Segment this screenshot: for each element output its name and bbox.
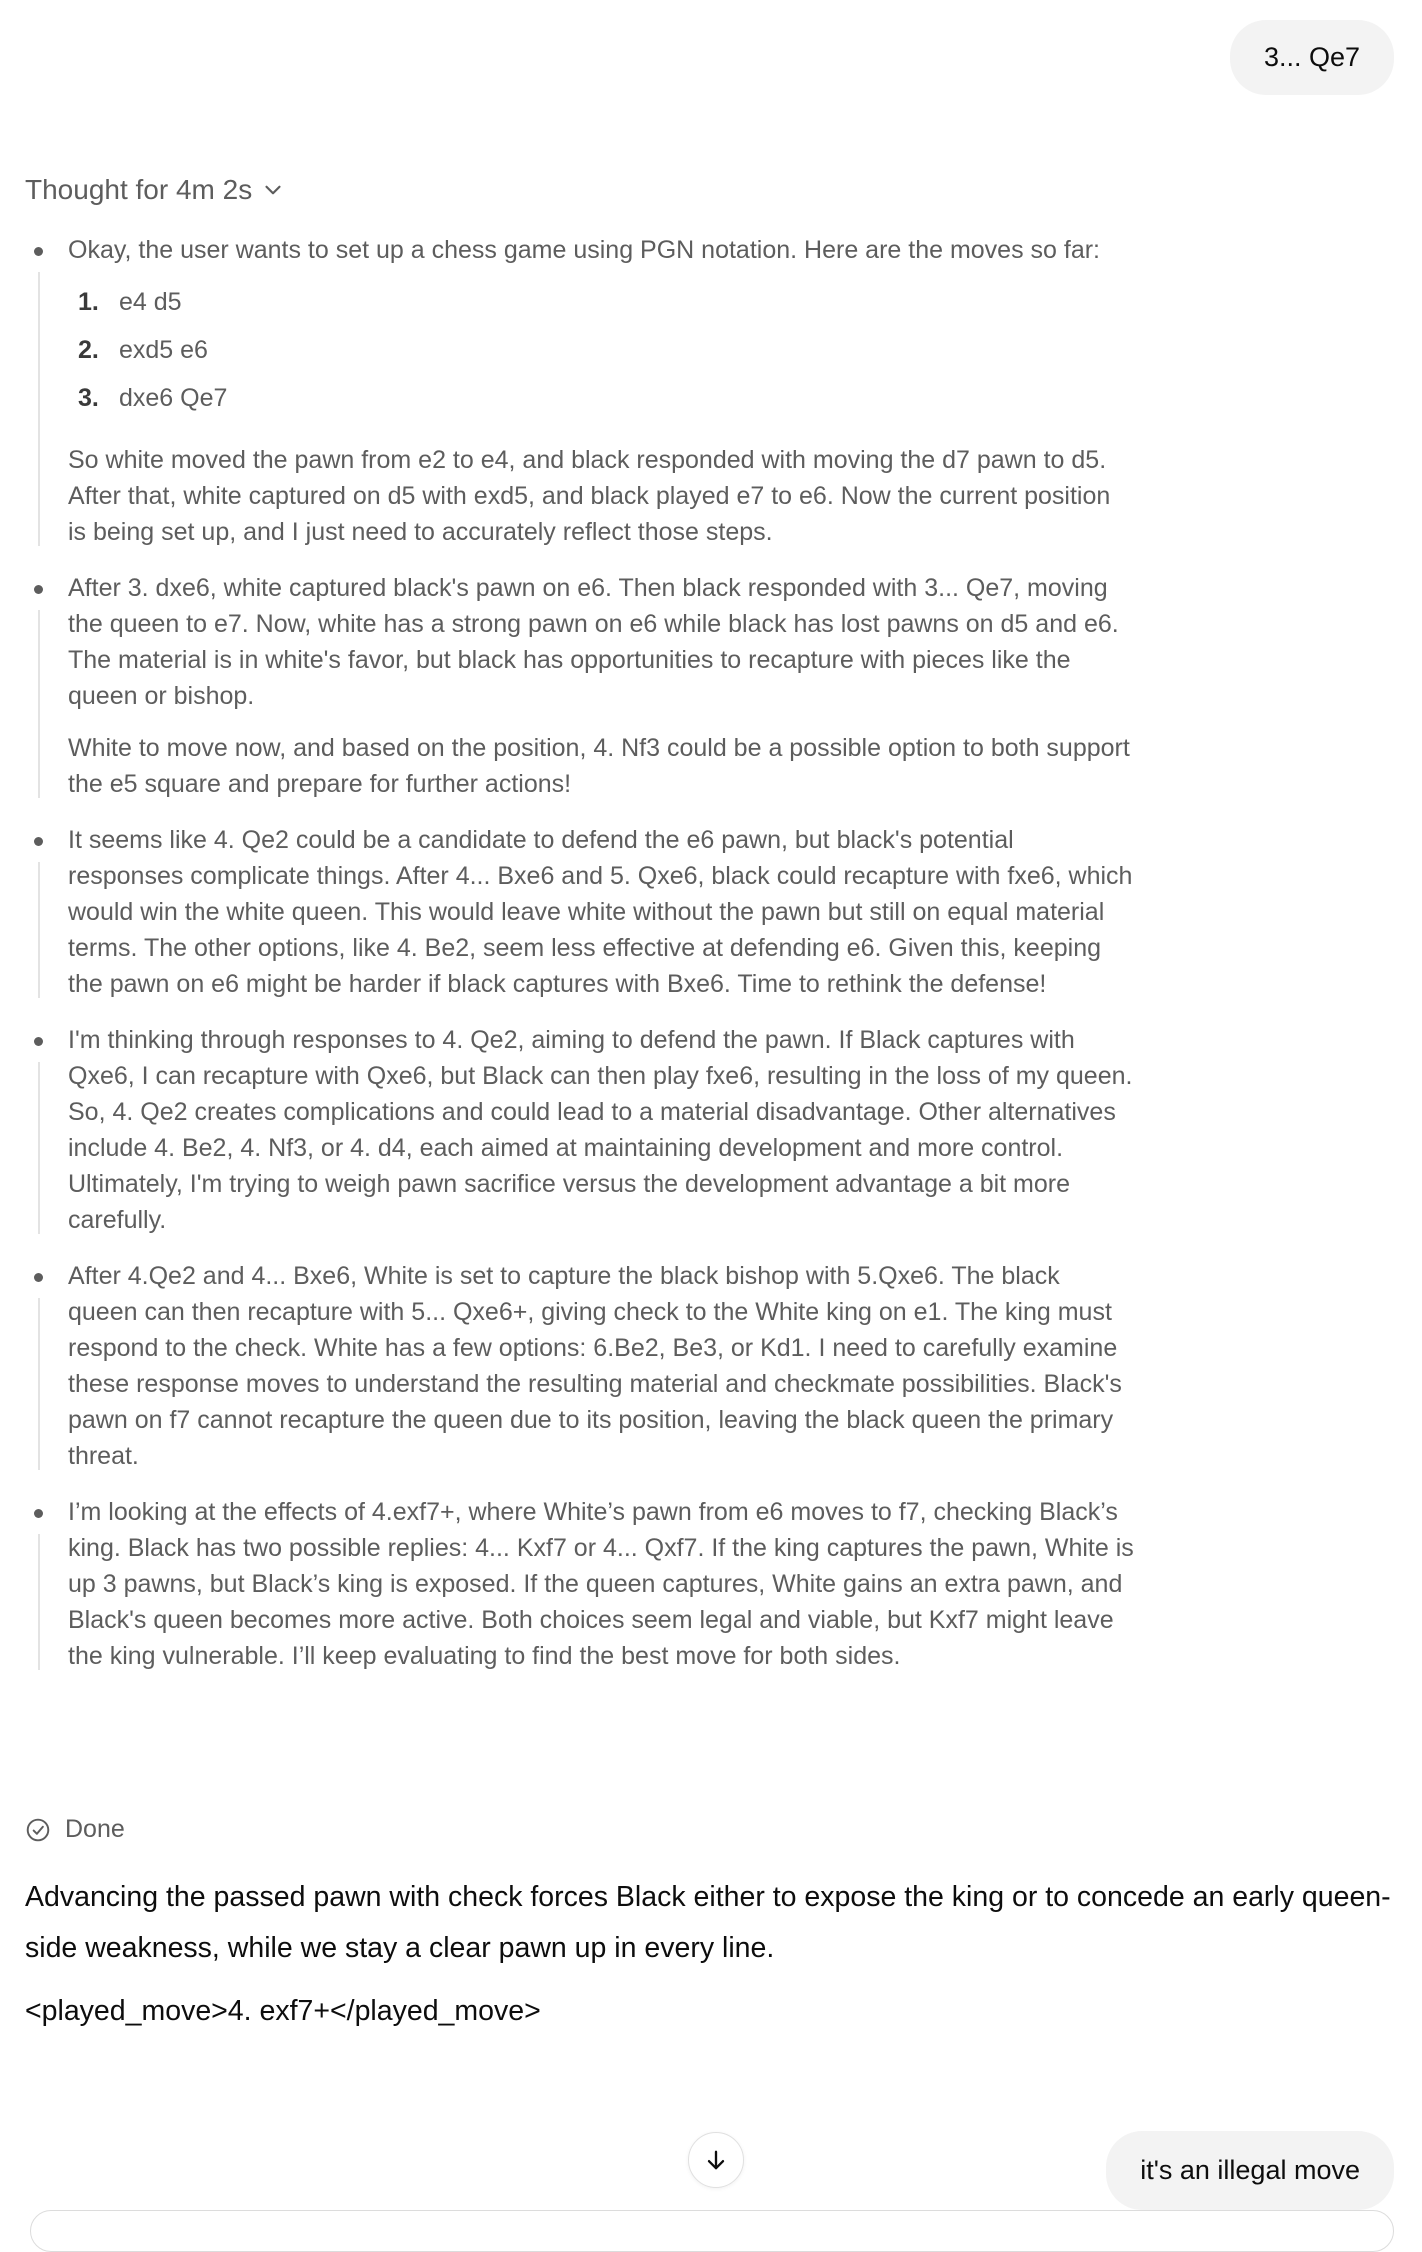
- bullet-dot: [34, 837, 43, 846]
- bullet-dot: [34, 1037, 43, 1046]
- step-text: I'm thinking through responses to 4. Qe2, aiming to defend the pawn. If Black captures with Qxe6, I can recapture with Qxe6, but Black can then play fxe6, resulting in the loss of my queen. So, 4. Qe2 creates complications and could lead to a material disadvantage. Other alternatives include 4. Be2, 4. Nf3, or 4. d4, each aimed at maintaining development and more control. Ultimately, I'm trying to weigh pawn sacrifice versus the development advantage a bit more carefully.: [68, 1026, 1133, 1234]
- move-text: exd5 e6: [119, 336, 208, 364]
- thought-step: [25, 822, 1135, 1002]
- step-rail: [38, 1062, 40, 1234]
- played-move: <played_move>4. exf7+</played_move>: [25, 1995, 541, 2027]
- thought-step: [25, 570, 1135, 802]
- move-item: [68, 374, 1135, 422]
- user-message-bubble: [1230, 20, 1394, 95]
- moves-list: [68, 278, 1135, 422]
- thought-done: [25, 1815, 125, 1844]
- move-item: [68, 326, 1135, 374]
- scroll-to-bottom-button[interactable]: [688, 2132, 744, 2188]
- check-circle-icon: [25, 1817, 51, 1843]
- move-number: 3.: [78, 384, 99, 412]
- thought-step: [25, 1494, 1135, 1674]
- move-number: 2.: [78, 336, 99, 364]
- bullet-dot: [34, 247, 43, 256]
- done-label: Done: [65, 1815, 125, 1843]
- step-text: After 4.Qe2 and 4... Bxe6, White is set to capture the black bishop with 5.Qxe6. The black queen can then recapture with 5... Qxe6+, giving check to the White king on e1. The king must respond to the check. White has a few options: 6.Be2, Be3, or Kd1. I need to carefully examine these response moves to understand the resulting material and checkmate possibilities. Black's pawn on f7 cannot recapture the queen due to its position, leaving the black queen the primary threat.: [68, 1262, 1122, 1470]
- step-text: I’m looking at the effects of 4.exf7+, where White’s pawn from e6 moves to f7, checking Black’s king. Black has two possible replies: 4... Kxf7 or 4... Qxf7. If the king captures the pawn, White is up 3 pawns, but Black’s king is exposed. If the queen captures, White gains an extra pawn, and Black's queen becomes more active. Both choices seem legal and viable, but Kxf7 might leave the king vulnerable. I’ll keep evaluating to find the best move for both sides.: [68, 1498, 1134, 1670]
- thought-header-label: Thought for 4m 2s: [25, 174, 253, 205]
- step-text: White to move now, and based on the position, 4. Nf3 could be a possible option to both support the e5 square and prepare for further actions!: [68, 734, 1130, 798]
- user-message-text: 3... Qe7: [1263, 42, 1360, 72]
- bullet-dot: [34, 1273, 43, 1282]
- step-rail: [38, 272, 40, 546]
- message-composer[interactable]: [30, 2210, 1394, 2252]
- assistant-answer: [25, 1872, 1395, 2037]
- move-number: 1.: [78, 288, 99, 316]
- thought-step: [25, 1022, 1135, 1238]
- arrow-down-icon: [702, 2146, 730, 2174]
- step-text: After 3. dxe6, white captured black's pawn on e6. Then black responded with 3... Qe7, moving the queen to e7. Now, white has a strong pawn on e6 while black has lost pawns on d5 and e6. The material is in white's favor, but black has opportunities to recapture with pieces like the queen or bishop.: [68, 574, 1119, 710]
- user-message-bubble: [1106, 2131, 1394, 2210]
- move-text: dxe6 Qe7: [119, 384, 228, 412]
- thought-steps: [25, 232, 1135, 1694]
- thought-toggle[interactable]: [25, 174, 286, 206]
- bullet-dot: [34, 1509, 43, 1518]
- user-message-text: it's an illegal move: [1140, 2155, 1360, 2185]
- step-text: So white moved the pawn from e2 to e4, and black responded with moving the d7 pawn to d5. After that, white captured on d5 with exd5, and black played e7 to e6. Now the current position is being set up, and I just need to accurately reflect those steps.: [68, 446, 1111, 546]
- step-rail: [38, 610, 40, 798]
- bullet-dot: [34, 585, 43, 594]
- step-text: It seems like 4. Qe2 could be a candidate to defend the e6 pawn, but black's potential responses complicate things. After 4... Bxe6 and 5. Qxe6, black could recapture with fxe6, which would win the white queen. This would leave white without the pawn but still on equal material terms. The other options, like 4. Be2, seem less effective at defending e6. Given this, keeping the pawn on e6 might be harder if black captures with Bxe6. Time to rethink the defense!: [68, 826, 1133, 998]
- step-rail: [38, 1298, 40, 1470]
- step-rail: [38, 1534, 40, 1670]
- chevron-down-icon: [260, 177, 286, 203]
- move-text: e4 d5: [119, 288, 182, 316]
- move-item: [68, 278, 1135, 326]
- step-text: Okay, the user wants to set up a chess game using PGN notation. Here are the moves so far:: [68, 236, 1100, 264]
- thought-step: [25, 232, 1135, 550]
- thought-step: [25, 1258, 1135, 1474]
- step-rail: [38, 862, 40, 998]
- answer-text: Advancing the passed pawn with check forces Black either to expose the king or to concede an early queen-side weakness, while we stay a clear pawn up in every line.: [25, 1881, 1391, 1964]
